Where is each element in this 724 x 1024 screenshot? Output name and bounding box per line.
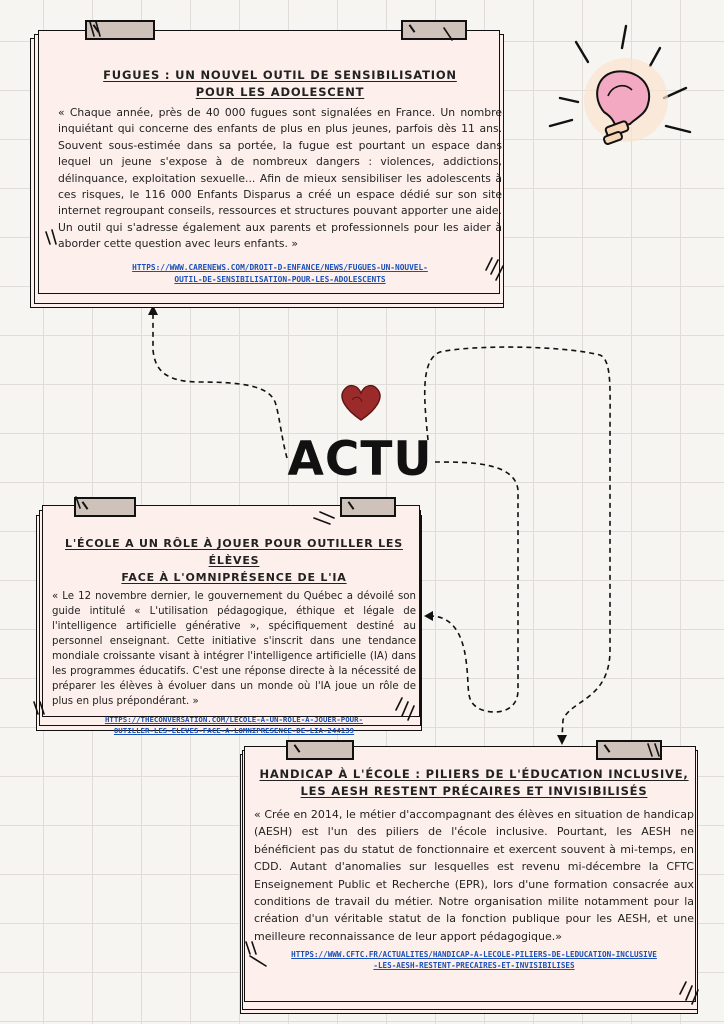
article-title: L'ÉCOLE A UN RÔLE À JOUER POUR OUTILLER LES ÉLÈVES FACE À L'OMNIPRÉSENCE DE L'IA xyxy=(65,537,403,584)
center-title: ACTU xyxy=(287,432,433,487)
article-link[interactable]: HTTPS://WWW.CARENEWS.COM/DROIT-D-ENFANCE/NEWS/FUGUES-UN-NOUVEL- OUTIL-DE-SENSIBILISATION-POUR-LES-ADOLESCENTS xyxy=(132,262,428,284)
article-link[interactable]: HTTPS://WWW.CFTC.FR/ACTUALITES/HANDICAP-A-LECOLE-PILIERS-DE-LEDUCATION-INCLUSIVE -LES-AESH-RESTENT-PRECAIRES-ET-INVISIBILISES xyxy=(291,950,657,971)
article-title: FUGUES : UN NOUVEL OUTIL DE SENSIBILISATION POUR LES ADOLESCENT xyxy=(103,68,457,99)
article-body: « Crée en 2014, le métier d'accompagnant des élèves en situation de handicap (AESH) est l'un des piliers de l'école inclusive. Pourtant, les AESH ne bénéficient pas du statut de fonctionnaire et exercent souvent à mi-temps, en CDD. Autant d'anomalies sur lesquelles est revenu mi-décembre la CFTC Enseignement Public et Recherche (EPR), lors d'une formation consacrée aux conditions de travail du métier. Notre organisation milite notamment pour la création d'un véritable statut de la fonction publique pour les AESH, et une meilleure reconnaissance de leur apport pédagogique.» xyxy=(254,808,694,943)
article-link[interactable]: HTTPS://THECONVERSATION.COM/LECOLE-A-UN-ROLE-A-JOUER-POUR- OUTILLER-LES-ELEVES-FACE-A-LOMNIPRESENCE-DE-LIA-244139 xyxy=(104,715,364,735)
article-body: « Le 12 novembre dernier, le gouvernement du Québec a dévoilé son guide intitulé « L'utilisation pédagogique, éthique et légale de l'intelligence artificielle générative », spécifiquement destiné au personnel enseignant. Cette initiative s'inscrit dans une tendance mondiale croissante visant à intégrer l'intelligence artificielle (IA) dans les programmes éducatifs. C'est une réponse directe à la nécessité de préparer les élèves à évoluer dans un monde où l'IA joue un rôle de plus en plus prépondérant. » xyxy=(52,591,416,707)
article-body: « Chaque année, près de 40 000 fugues sont signalées en France. Un nombre inquiétant qui concerne des enfants de plus en plus jeunes, parfois dès 11 ans. Souvent sous-estimée dans sa portée, la fugue est pourtant un espace dans lequel un jeune s'expose à de nombreux dangers : violences, addictions, délinquance, exploitation sexuelle... Afin de mieux sensibiliser les adolescents à ces risques, le 116 000 Enfants Disparus a créé un espace dédié sur son site internet regroupant conseils, ressources et structures pouvant apporter une aide. Un outil qui s'adresse également aux parents et professionnels pour les aider à aborder cette question avec leurs enfants. » xyxy=(58,106,502,251)
article-title: HANDICAP À L'ÉCOLE : PILIERS DE L'ÉDUCATION INCLUSIVE, LES AESH RESTENT PRÉCAIRES ET INVISIBILISÉS xyxy=(259,767,689,798)
